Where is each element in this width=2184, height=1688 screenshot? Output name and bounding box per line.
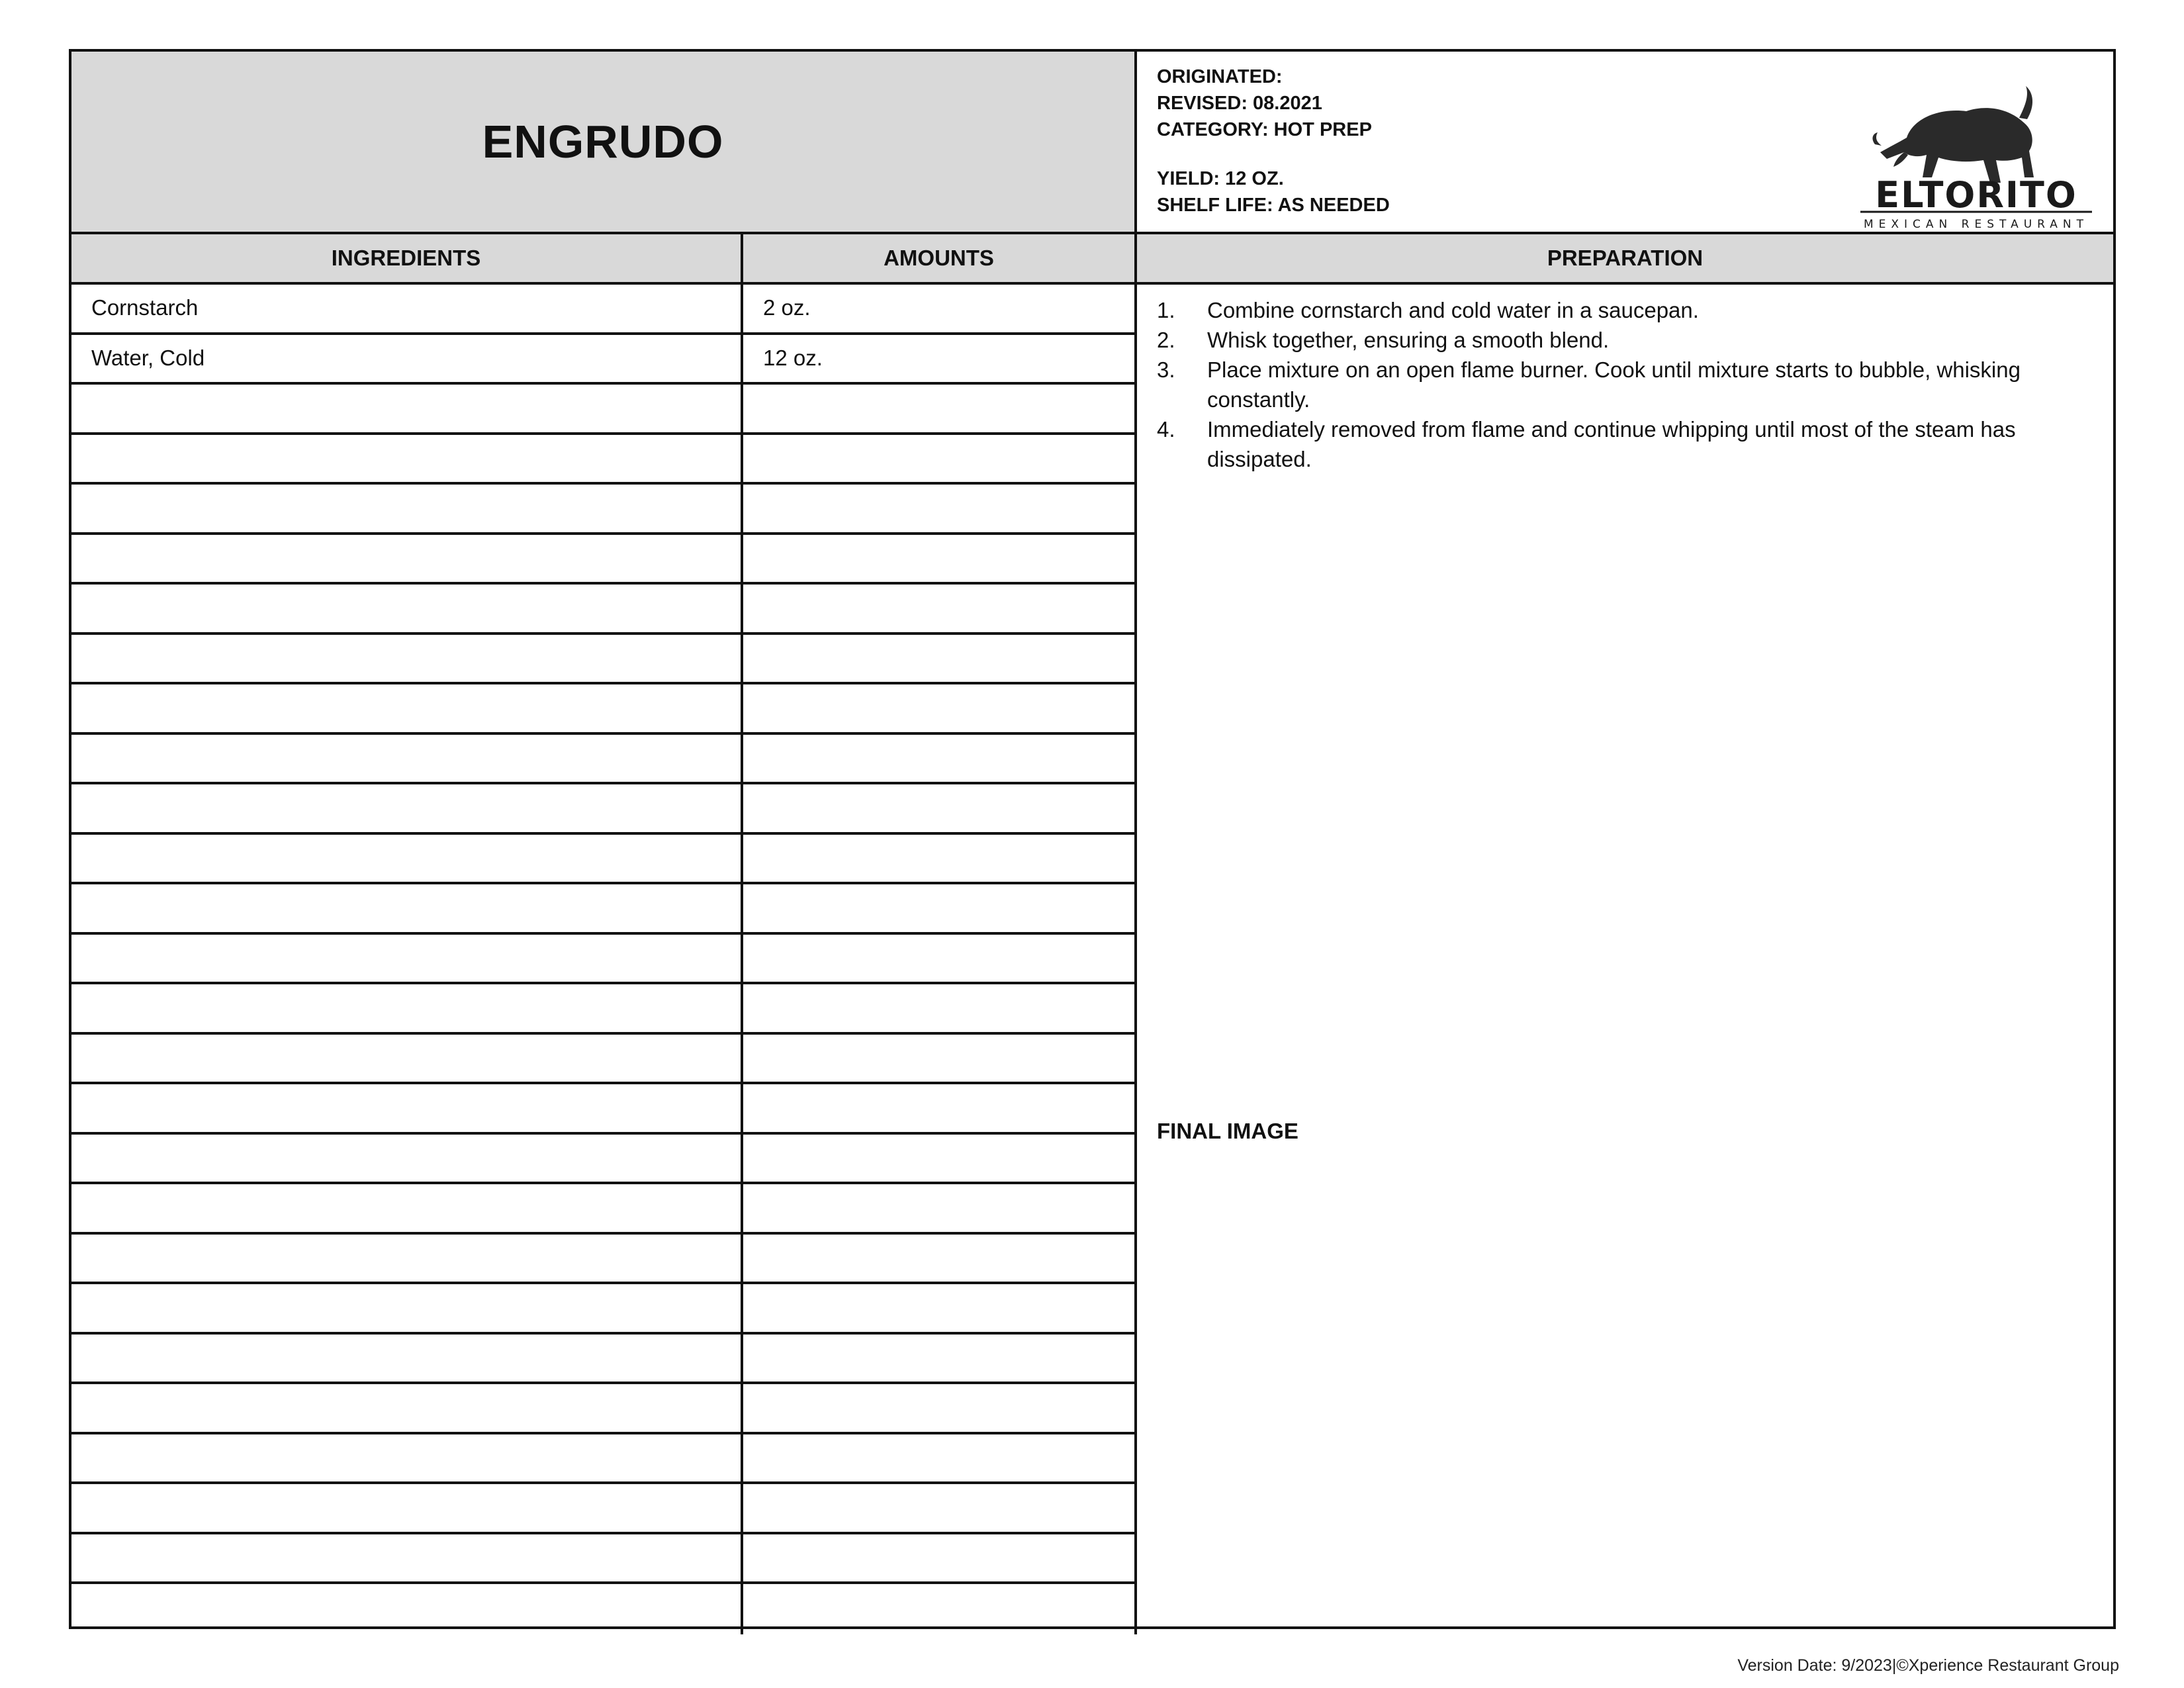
recipe-meta — [1157, 64, 1390, 218]
revised-label: REVISED: 08.2021 — [1157, 93, 1322, 114]
category-label: CATEGORY: HOT PREP — [1157, 119, 1372, 140]
ingredient-name — [71, 835, 743, 882]
ingredient-amount — [743, 884, 1137, 932]
ingredient-amount — [743, 784, 1137, 832]
preparation-steps — [1157, 295, 2083, 474]
table-row — [71, 784, 1137, 835]
preparation-step — [1157, 414, 2083, 474]
amounts-header: AMOUNTS — [743, 234, 1137, 285]
step-number: 4. — [1157, 417, 1175, 442]
ingredient-amount — [743, 1084, 1137, 1132]
ingredient-amount — [743, 984, 1137, 1032]
ingredient-name — [71, 984, 743, 1032]
ingredient-amount — [743, 385, 1137, 432]
ingredient-name — [71, 735, 743, 782]
table-row — [71, 335, 1137, 385]
table-row — [71, 1284, 1137, 1335]
step-text: Whisk together, ensuring a smooth blend. — [1207, 328, 1610, 352]
step-text: Immediately removed from flame and continue whipping until most of the steam has dissipated. — [1207, 417, 2016, 471]
ingredient-amount — [743, 935, 1137, 982]
table-row — [71, 635, 1137, 685]
preparation-cell — [1137, 285, 2113, 1626]
ingredient-name — [71, 535, 743, 583]
ingredient-amount — [743, 1484, 1137, 1532]
final-image-label: FINAL IMAGE — [1157, 1119, 1298, 1143]
ingredient-name: Water, Cold — [71, 335, 743, 383]
ingredient-amount — [743, 1035, 1137, 1082]
ingredient-name — [71, 435, 743, 483]
ingredient-name — [71, 1434, 743, 1482]
step-number: 1. — [1157, 298, 1175, 322]
step-number: 3. — [1157, 357, 1175, 382]
logo-tagline: MEXICAN RESTAURANT — [1863, 218, 2089, 231]
recipe-title: ENGRUDO — [482, 116, 724, 167]
step-text: Place mixture on an open flame burner. Cook until mixture starts to bubble, whisking constantly. — [1207, 357, 2021, 412]
table-row — [71, 684, 1137, 735]
table-row — [71, 1584, 1137, 1634]
ingredient-amount — [743, 585, 1137, 632]
ingredient-amount — [743, 535, 1137, 583]
ingredient-name — [71, 485, 743, 532]
el-torito-logo — [1860, 78, 2092, 232]
table-row — [71, 1084, 1137, 1135]
bull-icon — [1873, 86, 2034, 183]
ingredient-name — [71, 1534, 743, 1582]
ingredient-name — [71, 1384, 743, 1432]
table-row — [71, 285, 1137, 335]
logo-wordmark: ELTORITO — [1875, 174, 2077, 216]
table-row — [71, 585, 1137, 635]
ingredient-name — [71, 1484, 743, 1532]
ingredient-name: Cornstarch — [71, 285, 743, 332]
recipe-card — [69, 49, 2116, 1629]
ingredient-amount — [743, 635, 1137, 682]
step-number: 2. — [1157, 328, 1175, 352]
table-row — [71, 984, 1137, 1035]
ingredient-name — [71, 1035, 743, 1082]
ingredient-amount: 12 oz. — [743, 335, 1137, 383]
originated-label: ORIGINATED: — [1157, 66, 1283, 87]
ingredient-name — [71, 1184, 743, 1232]
table-row — [71, 1235, 1137, 1285]
ingredient-name — [71, 684, 743, 732]
ingredient-name — [71, 385, 743, 432]
ingredient-amount — [743, 684, 1137, 732]
ingredient-name — [71, 1235, 743, 1282]
ingredient-amount — [743, 1184, 1137, 1232]
ingredient-amount — [743, 1434, 1137, 1482]
ingredient-amount — [743, 1384, 1137, 1432]
ingredient-amount — [743, 835, 1137, 882]
ingredients-header: INGREDIENTS — [71, 234, 743, 285]
ingredient-name — [71, 784, 743, 832]
ingredient-amount — [743, 435, 1137, 483]
table-row — [71, 1035, 1137, 1085]
version-footer: Version Date: 9/2023|©Xperience Restaurant Group — [1737, 1656, 2119, 1675]
ingredient-amount — [743, 1584, 1137, 1634]
ingredient-amount — [743, 485, 1137, 532]
ingredient-amount — [743, 1534, 1137, 1582]
ingredient-amount — [743, 1135, 1137, 1182]
table-row — [71, 1434, 1137, 1485]
preparation-step — [1157, 295, 2083, 325]
ingredient-name — [71, 1335, 743, 1382]
yield-label: YIELD: 12 OZ. — [1157, 168, 1284, 189]
ingredient-name — [71, 935, 743, 982]
preparation-step — [1157, 325, 2083, 355]
table-row — [71, 935, 1137, 985]
preparation-step — [1157, 355, 2083, 414]
ingredient-name — [71, 1135, 743, 1182]
table-row — [71, 835, 1137, 885]
step-text: Combine cornstarch and cold water in a saucepan. — [1207, 298, 1699, 322]
ingredient-name — [71, 585, 743, 632]
table-row — [71, 1534, 1137, 1585]
table-row — [71, 884, 1137, 935]
table-row — [71, 535, 1137, 585]
title-cell — [71, 52, 1137, 234]
ingredient-amount: 2 oz. — [743, 285, 1137, 332]
table-row — [71, 435, 1137, 485]
recipe-meta-cell — [1137, 52, 2113, 234]
ingredient-name — [71, 635, 743, 682]
table-row — [71, 1384, 1137, 1434]
ingredient-amount — [743, 735, 1137, 782]
ingredient-name — [71, 1084, 743, 1132]
table-row — [71, 735, 1137, 785]
table-row — [71, 485, 1137, 535]
ingredient-amount — [743, 1284, 1137, 1332]
ingredient-name — [71, 1584, 743, 1634]
table-row — [71, 385, 1137, 435]
table-row — [71, 1335, 1137, 1385]
ingredient-amount — [743, 1235, 1137, 1282]
ingredient-name — [71, 1284, 743, 1332]
ingredient-amount — [743, 1335, 1137, 1382]
preparation-header: PREPARATION — [1137, 234, 2113, 285]
shelf-life-label: SHELF LIFE: AS NEEDED — [1157, 195, 1390, 216]
table-row — [71, 1184, 1137, 1235]
table-row — [71, 1484, 1137, 1534]
ingredient-name — [71, 884, 743, 932]
table-row — [71, 1135, 1137, 1185]
ingredients-table — [71, 285, 1137, 1634]
